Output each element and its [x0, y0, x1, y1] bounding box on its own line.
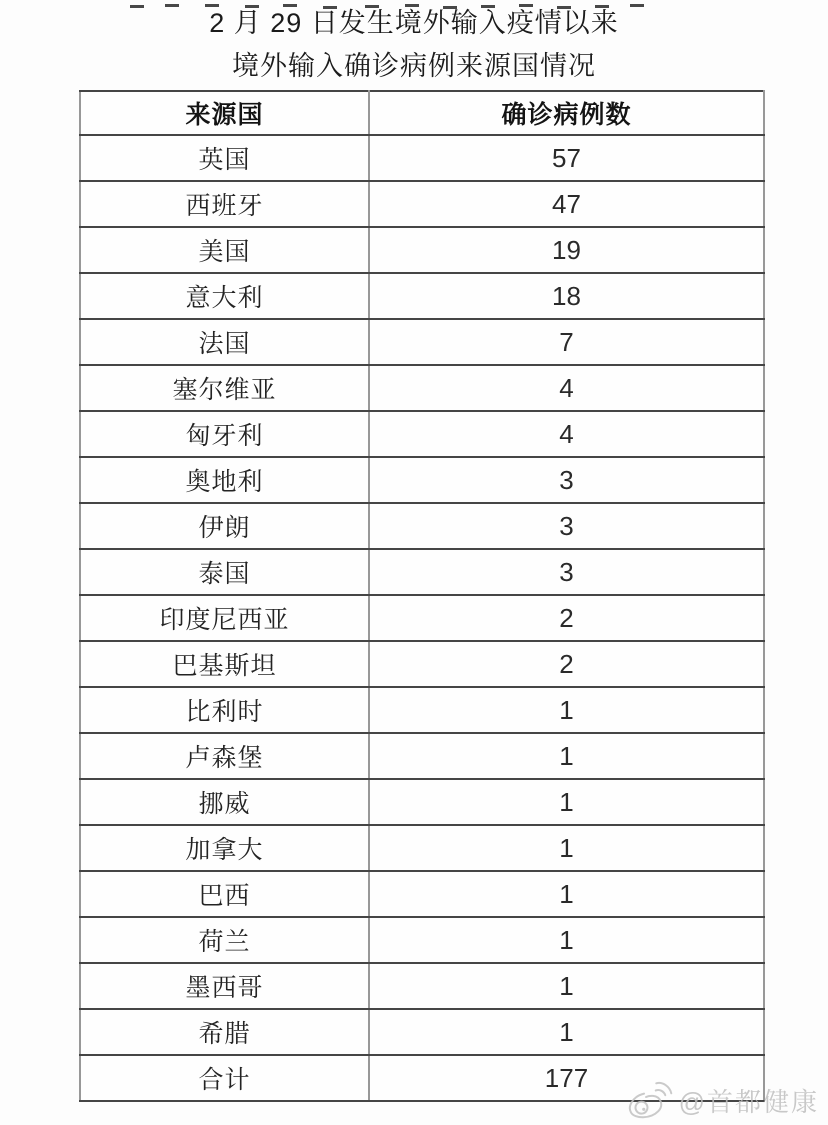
cases-count-cell: 57	[369, 135, 764, 181]
table-row	[80, 365, 764, 411]
cases-count-cell: 4	[369, 365, 764, 411]
country-cell: 匈牙利	[80, 411, 369, 457]
table-row	[80, 549, 764, 595]
table-row	[80, 319, 764, 365]
table-row	[80, 595, 764, 641]
country-cell: 比利时	[80, 687, 369, 733]
cases-count-cell: 1	[369, 963, 764, 1009]
cases-count-cell: 3	[369, 503, 764, 549]
cases-count-cell: 4	[369, 411, 764, 457]
cases-by-country-table	[79, 90, 765, 1102]
cases-count-cell: 1	[369, 871, 764, 917]
table-row	[80, 273, 764, 319]
country-cell: 奥地利	[80, 457, 369, 503]
table-row	[80, 1009, 764, 1055]
table-row	[80, 227, 764, 273]
table-row	[80, 733, 764, 779]
cases-count-cell: 1	[369, 1009, 764, 1055]
cases-count-cell: 1	[369, 825, 764, 871]
cases-count-cell: 19	[369, 227, 764, 273]
cases-count-cell: 1	[369, 779, 764, 825]
table-row	[80, 779, 764, 825]
cases-count-cell: 3	[369, 549, 764, 595]
cases-count-cell: 2	[369, 641, 764, 687]
title-line-1: 2 月 29 日发生境外输入疫情以来	[209, 8, 619, 38]
cases-count-cell: 1	[369, 917, 764, 963]
col-header-confirmed-cases: 确诊病例数	[369, 91, 764, 135]
watermark-handle: @首都健康	[678, 1086, 819, 1117]
table-row	[80, 871, 764, 917]
country-cell: 希腊	[80, 1009, 369, 1055]
table-row	[80, 917, 764, 963]
total-row	[80, 1055, 764, 1101]
country-cell: 塞尔维亚	[80, 365, 369, 411]
country-cell: 墨西哥	[80, 963, 369, 1009]
country-cell: 泰国	[80, 549, 369, 595]
cases-count-cell: 7	[369, 319, 764, 365]
table-row	[80, 963, 764, 1009]
country-cell: 伊朗	[80, 503, 369, 549]
table-row	[80, 181, 764, 227]
country-cell: 美国	[80, 227, 369, 273]
table-row	[80, 687, 764, 733]
country-cell: 巴基斯坦	[80, 641, 369, 687]
table-row	[80, 411, 764, 457]
table-header-row	[80, 91, 764, 135]
country-cell: 荷兰	[80, 917, 369, 963]
page-title	[0, 2, 828, 88]
cases-count-cell: 1	[369, 733, 764, 779]
cases-count-cell: 1	[369, 687, 764, 733]
country-cell: 巴西	[80, 871, 369, 917]
country-cell: 英国	[80, 135, 369, 181]
table-row	[80, 641, 764, 687]
country-cell: 卢森堡	[80, 733, 369, 779]
cases-count-cell: 2	[369, 595, 764, 641]
cases-count-cell: 177	[369, 1055, 764, 1101]
title-line-2: 境外输入确诊病例来源国情况	[232, 51, 596, 81]
cases-count-cell: 3	[369, 457, 764, 503]
cases-count-cell: 18	[369, 273, 764, 319]
country-cell: 合计	[80, 1055, 369, 1101]
country-cell: 法国	[80, 319, 369, 365]
country-cell: 意大利	[80, 273, 369, 319]
col-header-source-country: 来源国	[80, 91, 369, 135]
table-row	[80, 503, 764, 549]
country-cell: 西班牙	[80, 181, 369, 227]
table-row	[80, 135, 764, 181]
country-cell: 加拿大	[80, 825, 369, 871]
country-cell: 印度尼西亚	[80, 595, 369, 641]
cases-count-cell: 47	[369, 181, 764, 227]
table-row	[80, 825, 764, 871]
table-row	[80, 457, 764, 503]
country-cell: 挪威	[80, 779, 369, 825]
